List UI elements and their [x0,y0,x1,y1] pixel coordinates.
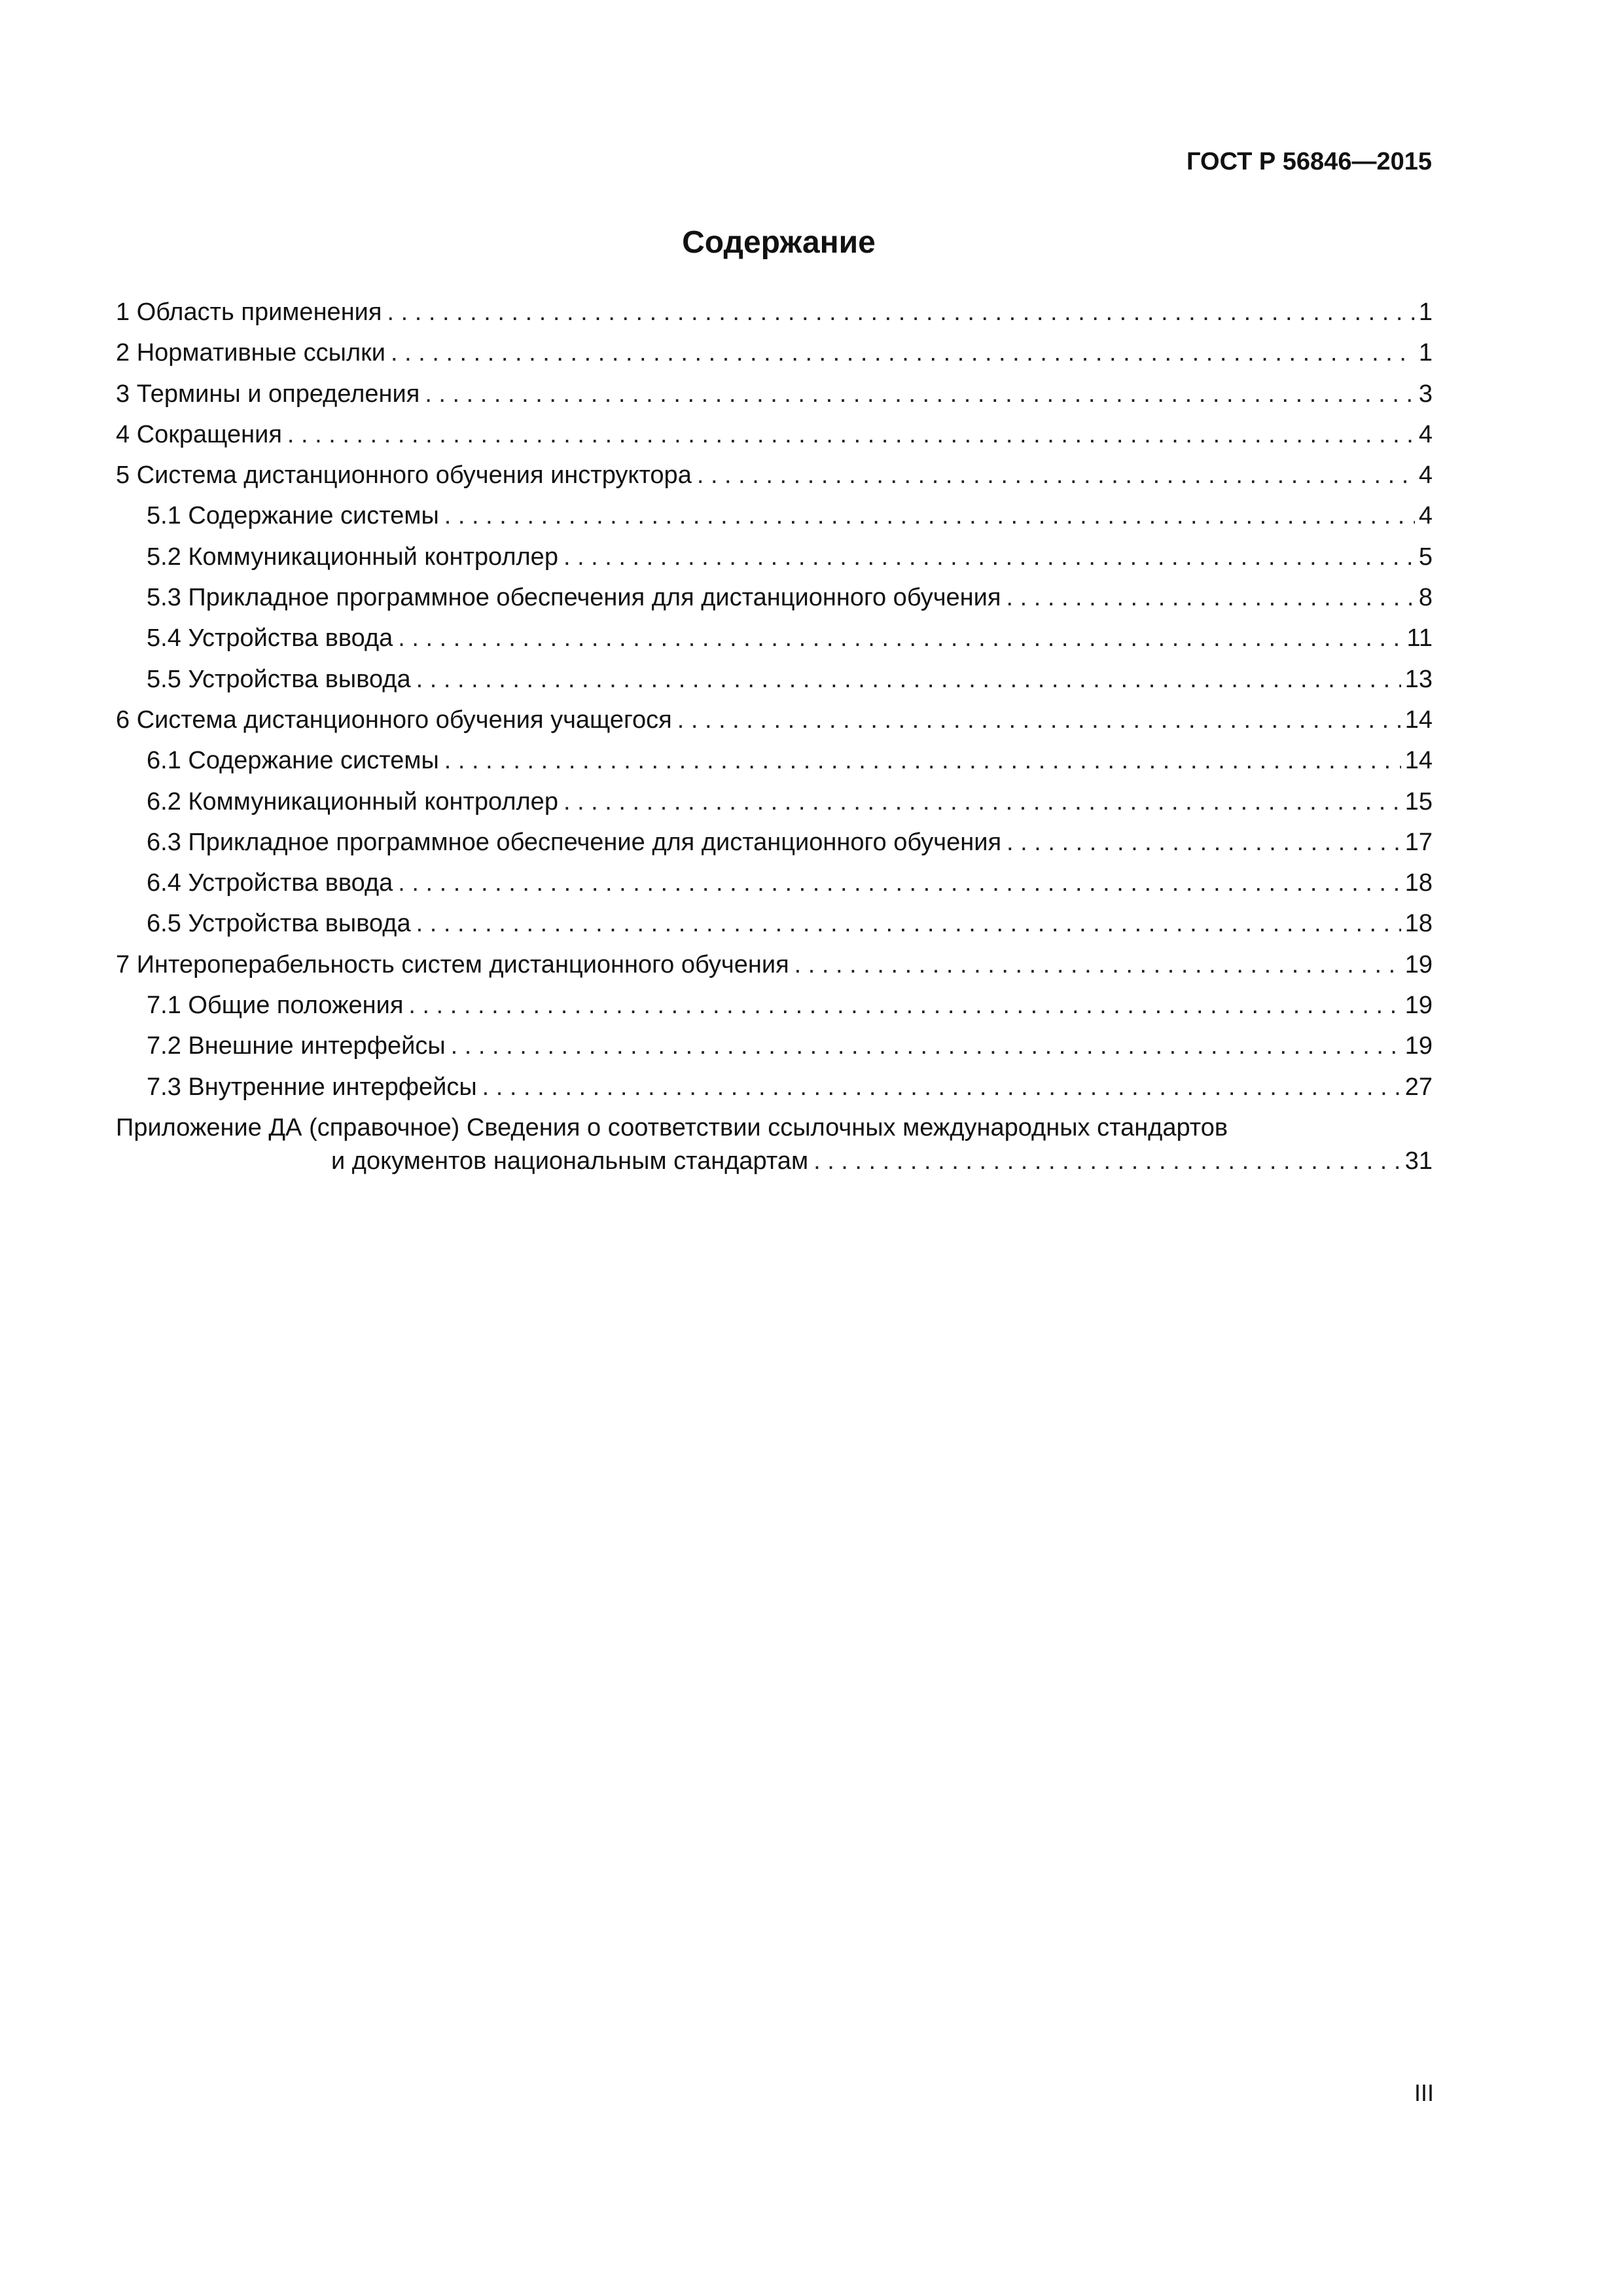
toc-entry-label: 3 Термины и определения [116,380,420,408]
toc-entry-page: 18 [1404,869,1433,897]
toc-entry-page: 1 [1418,339,1433,367]
toc-entry-1[interactable] [116,292,1433,332]
page-number: III [1414,2079,1434,2106]
toc-title: Содержание [682,225,876,260]
toc-entry-label: 6.2 Коммуникационный контроллер [147,787,558,816]
toc-entry-5-2[interactable] [116,537,1433,577]
toc-leader-dots [1007,822,1401,863]
toc-entry-label: 7 Интероперабельность систем дистанционного обучения [116,950,789,978]
toc-entry-label: 6 Система дистанционного обучения учащегося [116,706,672,734]
toc-entry-page: 19 [1404,992,1433,1020]
toc-leader-dots [416,659,1401,700]
toc-entry-7[interactable] [116,944,1433,985]
toc-entry-5-1[interactable] [116,495,1433,536]
toc-entry-label: 6.1 Содержание системы [147,747,439,775]
toc-entry-6-4[interactable] [116,863,1433,903]
toc-leader-dots [387,292,1414,332]
toc-entry-label: 6.3 Прикладное программное обеспечение для дистанционного обучения [147,828,1002,856]
toc-entry-5-4[interactable] [116,618,1433,658]
toc-entry-7-1[interactable] [116,985,1433,1026]
toc-entry-6-1[interactable] [116,740,1433,781]
toc-leader-dots [416,903,1401,944]
toc-entry-page: 19 [1404,950,1433,978]
toc-leader-dots [408,985,1400,1026]
toc-entry-page: 5 [1418,543,1433,571]
toc-entry-appendix[interactable] [116,1111,1433,1178]
toc-leader-dots [444,495,1415,536]
toc-leader-dots [398,618,1402,658]
toc-entry-label: 5.3 Прикладное программное обеспечения для дистанционного обучения [147,584,1001,612]
toc-entry-page: 19 [1404,1032,1433,1060]
toc-leader-dots [482,1067,1401,1107]
toc-appendix-subtitle: и документов национальным стандартам [331,1147,809,1175]
toc-leader-dots [391,332,1415,373]
toc-entry-page: 8 [1418,584,1433,612]
toc-leader-dots [677,700,1401,740]
toc-entry-label: 6.4 Устройства ввода [147,869,393,897]
toc-entry-page: 11 [1406,624,1433,653]
toc-entry-label: 2 Нормативные ссылки [116,339,385,367]
toc-entry-6-2[interactable] [116,781,1433,822]
toc-entry-page: 4 [1418,502,1433,530]
toc-appendix-line2 [116,1145,1433,1178]
toc-leader-dots [1006,577,1414,618]
toc-entry-6-3[interactable] [116,822,1433,863]
toc-entry-label: 7.1 Общие положения [147,992,404,1020]
toc-entry-page: 4 [1418,420,1433,448]
toc-entry-page: 17 [1404,828,1433,856]
toc-leader-dots [425,374,1415,414]
toc-entry-page: 31 [1404,1147,1433,1175]
toc-entry-page: 27 [1404,1073,1433,1101]
toc-entry-page: 14 [1404,747,1433,775]
toc-entry-page: 3 [1418,380,1433,408]
toc-entry-5-5[interactable] [116,659,1433,700]
toc-entry-label: 5.1 Содержание системы [147,502,439,530]
toc-appendix-title: Приложение ДА (справочное) Сведения о соответствии ссылочных международных стандартов [116,1113,1228,1141]
toc-leader-dots [813,1145,1401,1178]
toc-leader-dots [563,781,1401,822]
toc-entry-page: 4 [1418,461,1433,490]
toc-entry-label: 5.5 Устройства вывода [147,665,411,693]
toc-leader-dots [398,863,1400,903]
toc-entry-5[interactable] [116,455,1433,495]
toc-entry-page: 15 [1404,787,1433,816]
toc-entry-page: 13 [1404,665,1433,693]
toc-entry-label: 4 Сокращения [116,420,282,448]
toc-entry-label: 5.2 Коммуникационный контроллер [147,543,558,571]
toc-entry-label: 6.5 Устройства вывода [147,910,411,938]
toc-leader-dots [697,455,1415,495]
toc-entry-3[interactable] [116,374,1433,414]
toc-entry-5-3[interactable] [116,577,1433,618]
toc-entry-7-2[interactable] [116,1026,1433,1066]
toc-entry-6-5[interactable] [116,903,1433,944]
toc-leader-dots [287,414,1415,455]
toc-entry-2[interactable] [116,332,1433,373]
toc-entry-label: 1 Область применения [116,298,382,326]
toc-entry-7-3[interactable] [116,1067,1433,1107]
toc-leader-dots [444,740,1401,781]
toc-entry-page: 18 [1404,910,1433,938]
toc-entry-label: 5 Система дистанционного обучения инструктора [116,461,692,490]
toc-entry-page: 14 [1404,706,1433,734]
toc-entry-label: 7.2 Внешние интерфейсы [147,1032,446,1060]
toc-entry-page: 1 [1418,298,1433,326]
document-code: ГОСТ Р 56846—2015 [1186,148,1432,175]
toc-leader-dots [451,1026,1401,1066]
toc-leader-dots [794,944,1401,985]
toc-entry-label: 7.3 Внутренние интерфейсы [147,1073,477,1101]
toc-entry-label: 5.4 Устройства ввода [147,624,393,653]
table-of-contents [116,292,1433,1178]
toc-leader-dots [563,537,1415,577]
toc-entry-4[interactable] [116,414,1433,455]
toc-entry-6[interactable] [116,700,1433,740]
